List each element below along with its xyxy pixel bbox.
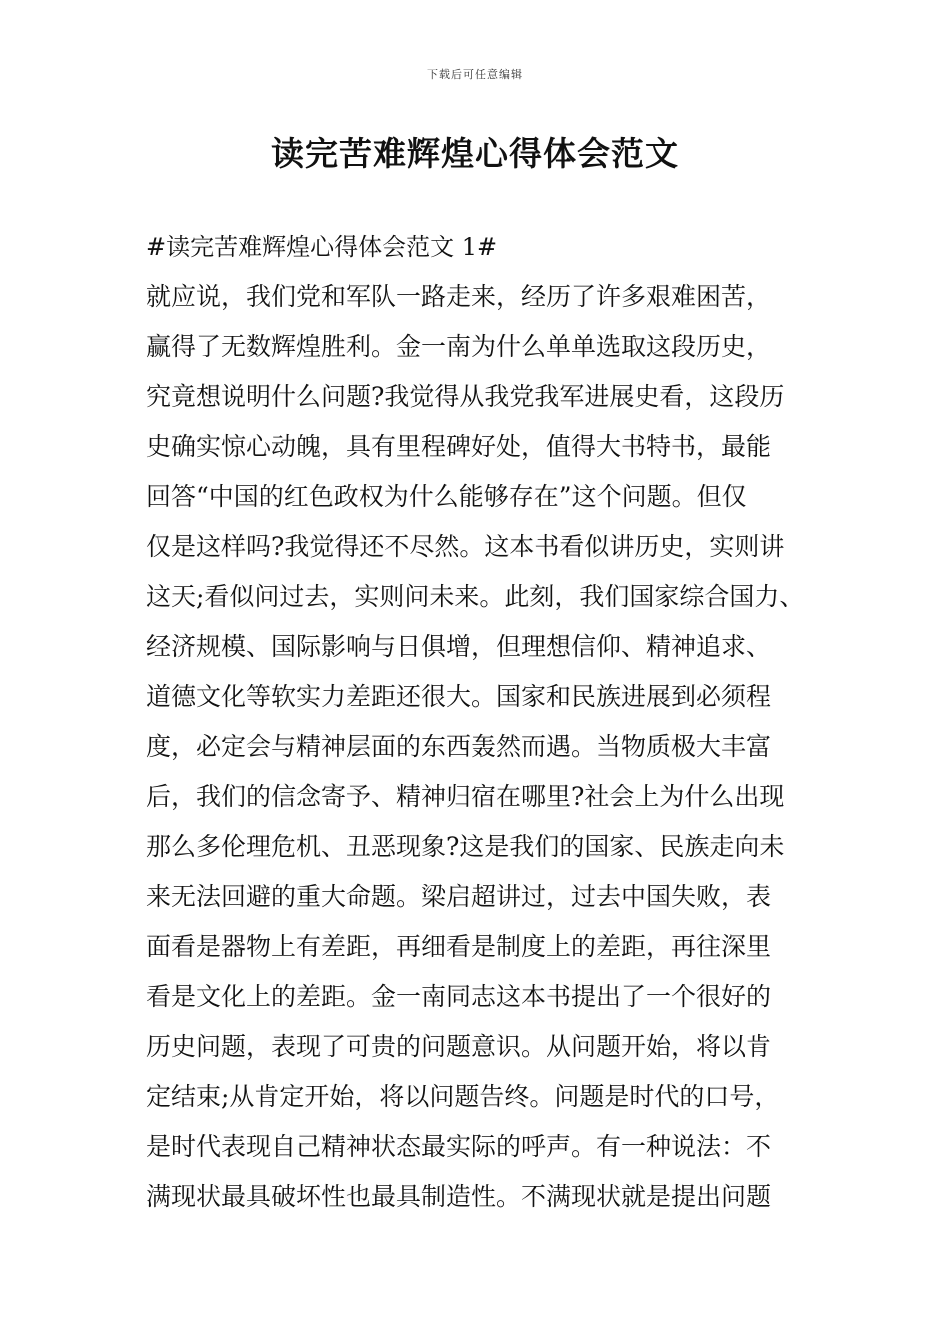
text-line: 道德文化等软实力差距还很大。国家和民族进展到必须程 bbox=[146, 682, 772, 711]
text-line: 是时代表现自己精神状态最实际的呼声。有一种说法：不 bbox=[146, 1132, 772, 1161]
text-line: 这天;看似问过去，实则问未来。此刻，我们国家综合国力、 bbox=[146, 582, 805, 611]
text-line: 历史问题，表现了可贵的问题意识。从问题开始，将以肯 bbox=[146, 1032, 772, 1061]
header-note: 下载后可任意编辑 bbox=[427, 68, 523, 81]
text-line: 来无法回避的重大命题。梁启超讲过，过去中国失败，表 bbox=[146, 882, 772, 911]
text-line: 就应说，我们党和军队一路走来，经历了许多艰难困苦， bbox=[146, 282, 772, 311]
text-line: 仅是这样吗?我觉得还不尽然。这本书看似讲历史，实则讲 bbox=[146, 532, 785, 561]
text-line: 满现状最具破坏性也最具制造性。不满现状就是提出问题 bbox=[146, 1182, 772, 1211]
text-line: 那么多伦理危机、丑恶现象?这是我们的国家、民族走向未 bbox=[146, 832, 785, 861]
page-title: 读完苦难辉煌心得体会范文 bbox=[271, 134, 679, 173]
text-line: 面看是器物上有差距，再细看是制度上的差距，再往深里 bbox=[146, 932, 772, 961]
text-line: 回答“中国的红色政权为什么能够存在”这个问题。但仅 bbox=[146, 482, 747, 511]
body-text bbox=[146, 222, 836, 1222]
text-line: 经济规模、国际影响与日俱增，但理想信仰、精神追求、 bbox=[146, 632, 772, 661]
text-line: 史确实惊心动魄，具有里程碑好处，值得大书特书，最能 bbox=[146, 432, 772, 461]
section-heading: #读完苦难辉煌心得体会范文 1# bbox=[146, 233, 498, 261]
text-line: 究竟想说明什么问题?我觉得从我党我军进展史看，这段历 bbox=[146, 382, 785, 411]
text-line: 后，我们的信念寄予、精神归宿在哪里?社会上为什么出现 bbox=[146, 782, 785, 811]
text-line: 定结束;从肯定开始，将以问题告终。问题是时代的口号， bbox=[146, 1082, 780, 1111]
text-line: 看是文化上的差距。金一南同志这本书提出了一个很好的 bbox=[146, 982, 772, 1011]
text-line: 度，必定会与精神层面的东西轰然而遇。当物质极大丰富 bbox=[146, 732, 772, 761]
text-line: 赢得了无数辉煌胜利。金一南为什么单单选取这段历史， bbox=[146, 332, 772, 361]
